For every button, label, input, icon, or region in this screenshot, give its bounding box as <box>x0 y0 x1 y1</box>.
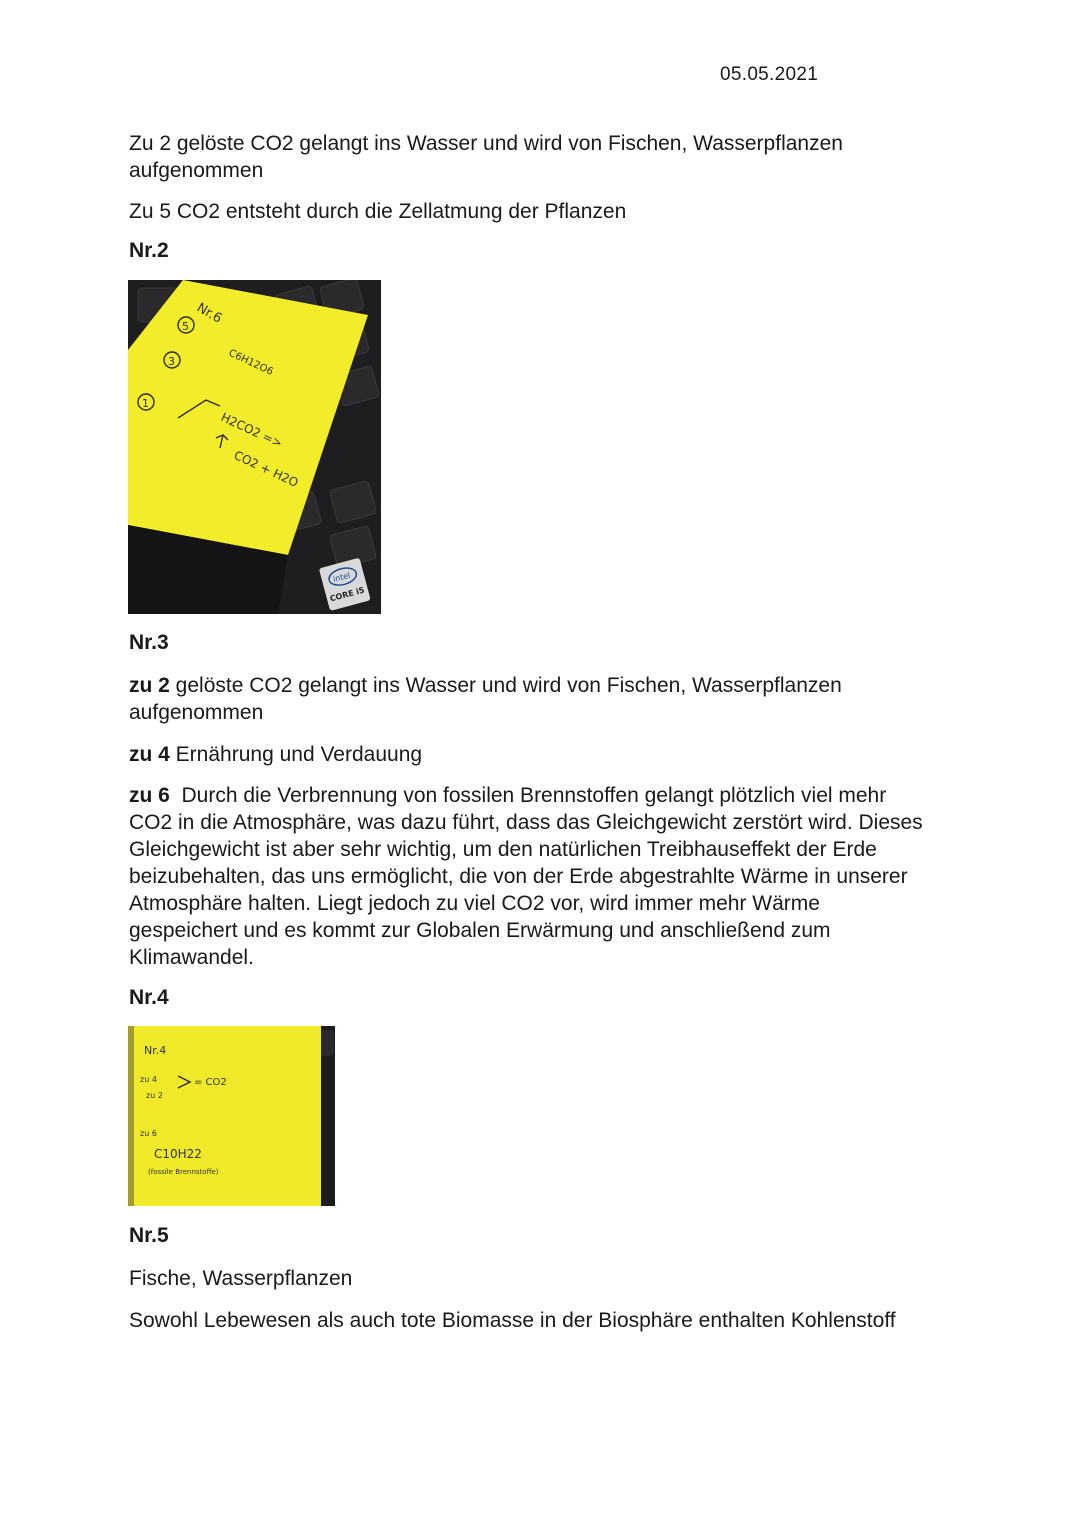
nr3-item-6-text: Durch die Verbrennung von fossilen Brennstoffen gelangt plötzlich viel mehr CO2 in die Atmosphäre, was dazu führt, dass das Gleichgewicht zerstört wird. Dieses Gleichgewicht ist aber sehr wichtig, um den natürlichen Treibhauseffekt der Erde beizubehalten, das uns ermöglicht, die von der Erde abgestrahlte Wärme in unserer Atmosphäre halten. Liegt jedoch zu viel CO2 vor, wird immer mehr Wärme gespeichert und es kommt zur Globalen Erwärmung und anschließend zum Klimawandel. <box>129 784 929 969</box>
intel-label-bottom: CORE i5 <box>328 585 366 604</box>
document-date: 05.05.2021 <box>720 64 819 85</box>
note2-caption: (fossile Brennstoffe) <box>148 1168 219 1176</box>
heading-nr5: Nr.5 <box>129 1224 169 1247</box>
nr3-item-4-text: Ernährung und Verdauung <box>169 743 423 766</box>
intro-paragraph-1: Zu 2 gelöste CO2 gelangt ins Wasser und wird von Fischen, Wasserpflanzen aufgenommen <box>129 132 843 182</box>
sticky-note-photo-nr2 <box>128 280 381 614</box>
intro-paragraph-2: Zu 5 CO2 entsteht durch die Zellatmung der Pflanzen <box>129 200 627 223</box>
sticky-note-photo-nr4 <box>128 1026 335 1206</box>
nr3-item-2 <box>129 672 949 726</box>
note-number-1: 1 <box>142 397 149 410</box>
note-number-3: 3 <box>168 355 175 368</box>
note-line-products: CO2 + H2O <box>231 448 301 490</box>
note-line-glucose: C6H12O6 <box>226 347 275 378</box>
note2-row-zu6: zu 6 <box>140 1129 157 1138</box>
note2-row-zu4: zu 4 <box>140 1075 157 1084</box>
nr3-item-2-label: zu 2 <box>129 674 170 697</box>
heading-nr3: Nr.3 <box>129 631 169 654</box>
nr3-item-4 <box>129 741 949 768</box>
note-title-nr6: Nr.6 <box>194 300 225 327</box>
intel-label-top: intel <box>332 570 352 584</box>
heading-nr2: Nr.2 <box>129 239 169 262</box>
note2-formula: C10H22 <box>154 1147 202 1161</box>
nr3-item-6-label: zu 6 <box>129 784 170 807</box>
nr3-item-2-text: gelöste CO2 gelangt ins Wasser und wird von Fischen, Wasserpflanzen aufgenommen <box>129 674 842 724</box>
note2-title: Nr.4 <box>144 1044 167 1057</box>
nr5-paragraph-1: Fische, Wasserpflanzen <box>129 1267 353 1290</box>
nr5-paragraph-2: Sowohl Lebewesen als auch tote Biomasse in der Biosphäre enthalten Kohlenstoff <box>129 1309 896 1332</box>
note-number-5: 5 <box>182 320 189 333</box>
note-line-carbonic-acid: H2CO2 => <box>218 410 285 451</box>
nr3-item-4-label: zu 4 <box>129 743 170 766</box>
heading-nr4: Nr.4 <box>129 986 169 1009</box>
nr3-item-6 <box>129 782 934 971</box>
note2-arrow-text: = CO2 <box>194 1077 227 1088</box>
note2-row-zu2: zu 2 <box>146 1091 163 1100</box>
